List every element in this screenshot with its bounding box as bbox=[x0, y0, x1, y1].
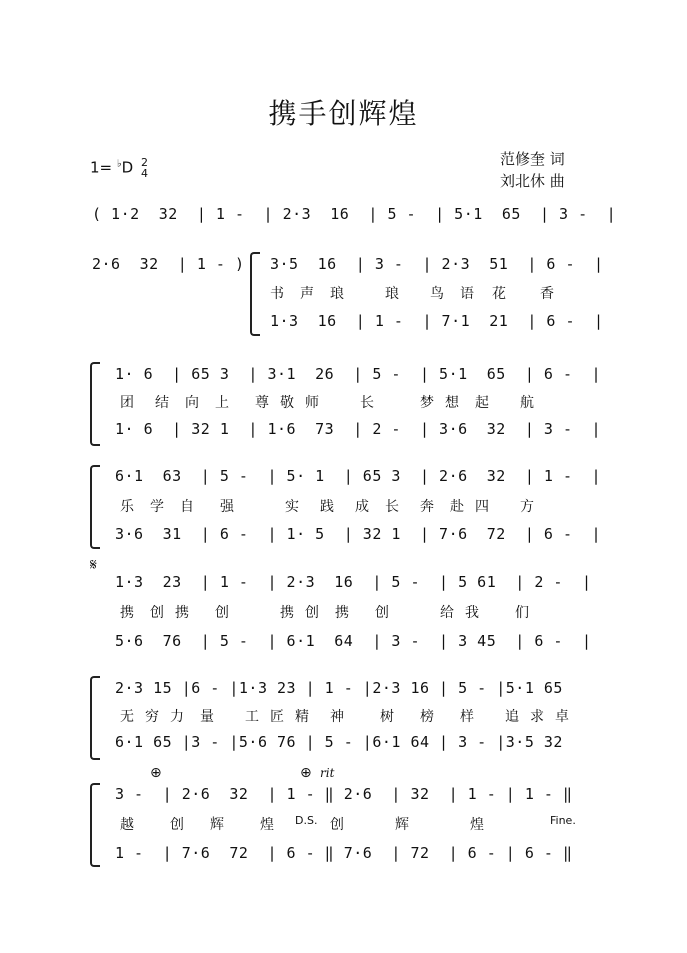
lyrics-line: 无 穷 力 量 工 匠 精 神 树 榜 样 追 求 卓 bbox=[120, 709, 569, 725]
lower-voice-line: 5·6 76 | 5 - | 6·1 64 | 3 - | 3 45 | 6 - | bbox=[115, 632, 592, 650]
coda-icon: ⊕ bbox=[300, 765, 312, 781]
music-line: 2·6 32 | 1 - ) bbox=[92, 255, 245, 273]
system-brace bbox=[90, 783, 100, 867]
composer-credit: 刘北休 曲 bbox=[500, 172, 565, 190]
segno-icon: 𝄋 bbox=[90, 555, 97, 574]
lyrics-line: 团 结 向 上 尊 敬 师 长 梦 想 起 航 bbox=[120, 395, 534, 411]
lyricist-credit: 范修奎 词 bbox=[500, 150, 565, 168]
system-brace bbox=[90, 362, 100, 446]
lower-voice-line: 1 - | 7·6 72 | 6 - ‖ 7·6 | 72 | 6 - | 6 - ‖ bbox=[115, 844, 573, 862]
lyrics-line: 乐 学 自 强 实 践 成 长 奔 赴 四 方 bbox=[120, 499, 534, 515]
key-signature: 1= ♭D 2 4 bbox=[90, 156, 148, 180]
lyrics-line: 书 声 琅 琅 鸟 语 花 香 bbox=[270, 286, 554, 302]
music-line: ( 1·2 32 | 1 - | 2·3 16 | 5 - | 5·1 65 | 3 - | bbox=[92, 205, 617, 223]
upper-voice-line: 1·3 23 | 1 - | 2·3 16 | 5 - | 5 61 | 2 - | bbox=[115, 573, 592, 591]
upper-voice-line: 2·3 15 |6 - |1·3 23 | 1 - |2·3 16 | 5 - |5·1 65 bbox=[115, 679, 563, 697]
system-brace bbox=[90, 676, 100, 760]
upper-voice-line: 1· 6 | 65 3 | 3·1 26 | 5 - | 5·1 65 | 6 - | bbox=[115, 365, 602, 383]
upper-voice-line: 3·5 16 | 3 - | 2·3 51 | 6 - | bbox=[270, 255, 604, 273]
lower-voice-line: 1·3 16 | 1 - | 7·1 21 | 6 - | bbox=[270, 312, 604, 330]
credits bbox=[500, 148, 565, 192]
song-title: 携手创辉煌 bbox=[268, 97, 419, 130]
lower-voice-line: 3·6 31 | 6 - | 1· 5 | 32 1 | 7·6 72 | 6 - | bbox=[115, 525, 602, 543]
lyrics-line: 携 创 携 创 携 创 携 创 给 我 们 bbox=[120, 605, 529, 621]
upper-voice-line: 6·1 63 | 5 - | 5· 1 | 65 3 | 2·6 32 | 1 - | bbox=[115, 467, 602, 485]
lyrics-line: 越 创 辉 煌 D.S. 创 辉 煌 Fine. bbox=[120, 814, 576, 833]
system-brace bbox=[90, 465, 100, 549]
upper-voice-line: 3 - | 2·6 32 | 1 - ‖ 2·6 | 32 | 1 - | 1 - ‖ bbox=[115, 785, 573, 803]
lower-voice-line: 6·1 65 |3 - |5·6 76 | 5 - |6·1 64 | 3 - |3·5 32 bbox=[115, 733, 563, 751]
lower-voice-line: 1· 6 | 32 1 | 1·6 73 | 2 - | 3·6 32 | 3 - | bbox=[115, 420, 602, 438]
coda-icon: ⊕ bbox=[150, 765, 162, 781]
ritardando-marking: rit bbox=[320, 766, 335, 780]
time-signature: 2 4 bbox=[140, 156, 148, 180]
system-brace bbox=[250, 252, 260, 336]
